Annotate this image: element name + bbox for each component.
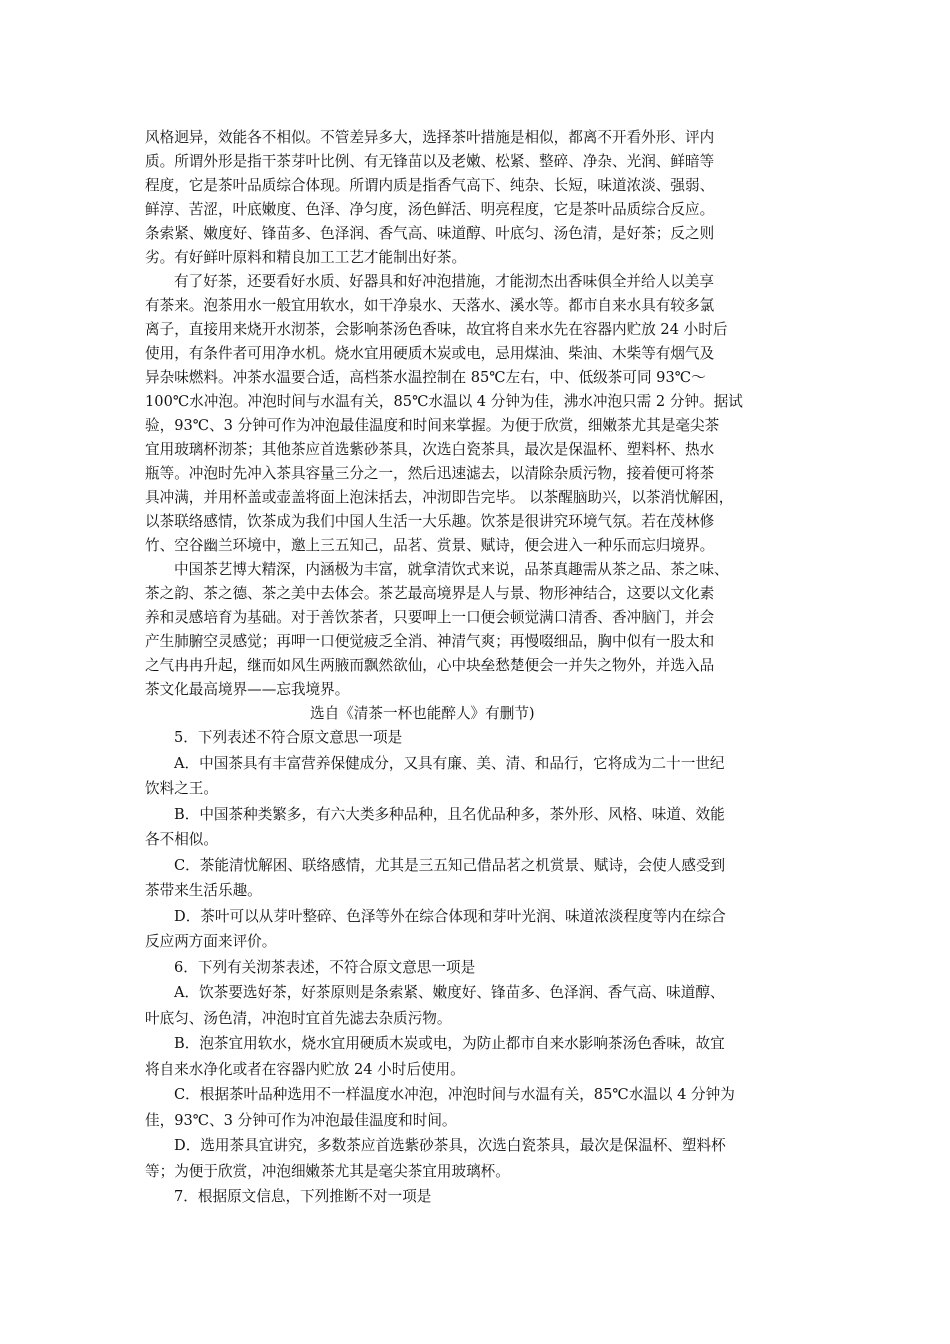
option-6d: D．选用茶具宜讲究，多数茶应首选紫砂茶具，次选白瓷茶具，最次是保温杯、塑料杯	[174, 1137, 726, 1154]
passage-line: 有茶来。泡茶用水一般宜用软水，如干净泉水、天落水、溪水等。都市自来水具有较多氯	[145, 297, 715, 314]
option-5b: B．中国茶种类繁多，有六大类多种品种，且名优品种多，茶外形、风格、味道、效能	[174, 806, 725, 823]
passage-line: 中国茶艺博大精深，内涵极为丰富，就拿清饮式来说，品茶真趣需从茶之品、茶之味、	[174, 561, 729, 578]
passage-line: 之气冉冉升起，继而如风生两腋而飘然欲仙，心中块垒愁楚便会一并失之物外，并选入品	[145, 657, 715, 674]
option-5c-cont: 茶带来生活乐趣。	[145, 882, 262, 899]
passage-line: 100℃水冲泡。冲泡时间与水温有关，85℃水温以 4 分钟为佳，沸水冲泡只需 2 分钟。据试	[145, 393, 743, 410]
passage-line: 劣。有好鲜叶原料和精良加工工艺才能制出好茶。	[145, 249, 467, 266]
option-5a: A．中国茶具有丰富营养保健成分，又具有廉、美、清、和品行，它将成为二十一世纪	[174, 755, 725, 772]
option-6c: C．根据茶叶品种选用不一样温度水冲泡，冲泡时间与水温有关，85℃水温以 4 分钟为	[174, 1086, 735, 1103]
option-6b: B．泡茶宜用软水，烧水宜用硬质木炭或电，为防止都市自来水影响茶汤色香味，故宜	[174, 1035, 725, 1052]
passage-line: 风格迥异，效能各不相似。不管差异多大，选择茶叶措施是相似，都离不开看外形、评内	[145, 129, 715, 146]
passage-line: 茶之韵、茶之德、茶之美中去体会。茶艺最高境界是人与景、物形神结合，这要以文化素	[145, 585, 715, 602]
passage-line: 条索紧、嫩度好、锋苗多、色泽润、香气高、味道醇、叶底匀、汤色清，是好茶；反之则	[145, 225, 715, 242]
passage-line: 验，93℃、3 分钟可作为冲泡最佳温度和时间来掌握。为便于欣赏，细嫩茶尤其是毫尖茶	[145, 417, 720, 434]
option-5d: D．茶叶可以从芽叶整碎、色泽等外在综合体现和芽叶光润、味道浓淡程度等内在综合	[174, 908, 726, 925]
passage-line: 鲜淳、苦涩，叶底嫩度、色泽、净匀度，汤色鲜活、明亮程度，它是茶叶品质综合反应。	[145, 201, 715, 218]
passage-line: 具冲满，并用杯盖或壶盖将面上泡沫括去，冲沏即告完毕。 以茶醒脑助兴，以茶消忧解困，	[145, 489, 734, 506]
passage-line: 以茶联络感情，饮茶成为我们中国人生活一大乐趣。饮茶是很讲究环境气氛。若在茂林修	[145, 513, 715, 530]
option-5b-cont: 各不相似。	[145, 831, 218, 848]
passage-line: 养和灵感培育为基础。对于善饮茶者，只要呷上一口便会顿觉满口清香、香冲脑门，并会	[145, 609, 715, 626]
passage-line: 程度，它是茶叶品质综合体现。所谓内质是指香气高下、纯杂、长短，味道浓淡、强弱、	[145, 177, 715, 194]
question-6: 6．下列有关沏茶表述，不符合原文意思一项是	[174, 959, 476, 976]
option-6a: A．饮茶要选好茶，好茶原则是条索紧、嫩度好、锋苗多、色泽润、香气高、味道醇、	[174, 984, 725, 1001]
passage-line: 异杂味燃料。冲茶水温要合适，高档茶水温控制在 85℃左右，中、低级茶可同 93℃～	[145, 369, 706, 386]
passage-line: 宜用玻璃杯沏茶；其他茶应首选紫砂茶具，次选白瓷茶具，最次是保温杯、塑料杯、热水	[145, 441, 715, 458]
option-5a-cont: 饮料之王。	[145, 780, 218, 797]
option-6c-cont: 佳，93℃、3 分钟可作为冲泡最佳温度和时间。	[145, 1112, 457, 1129]
option-6b-cont: 将自来水净化或者在容器内贮放 24 小时后使用。	[145, 1061, 465, 1078]
passage-line: 质。所谓外形是指干茶芽叶比例、有无锋苗以及老嫩、松紧、整碎、净杂、光润、鲜暗等	[145, 153, 715, 170]
question-5: 5．下列表述不符合原文意思一项是	[174, 729, 403, 746]
passage-line: 茶文化最高境界——忘我境界。	[145, 681, 350, 698]
passage-line: 产生肺腑空灵感觉；再呷一口便觉疲乏全消、神清气爽；再慢啜细品，胸中似有一股太和	[145, 633, 715, 650]
option-6d-cont: 等；为便于欣赏，冲泡细嫩茶尤其是毫尖茶宜用玻璃杯。	[145, 1163, 510, 1180]
passage-line: 使用，有条件者可用净水机。烧水宜用硬质木炭或电，忌用煤油、柴油、木柴等有烟气及	[145, 345, 715, 362]
passage-source: 选自《清茶一杯也能醉人》有删节)	[310, 705, 535, 722]
passage-line: 瓶等。冲泡时先冲入茶具容量三分之一，然后迅速滤去，以清除杂质污物，接着便可将茶	[145, 465, 715, 482]
option-6a-cont: 叶底匀、汤色清，冲泡时宜首先滤去杂质污物。	[145, 1010, 452, 1027]
option-5c: C．茶能清忧解困、联络感情，尤其是三五知己借品茗之机赏景、赋诗，会使人感受到	[174, 857, 726, 874]
passage-line: 离子，直接用来烧开水沏茶，会影响茶汤色香味，故宜将自来水先在容器内贮放 24 小时后	[145, 321, 728, 338]
passage-line: 有了好茶，还要看好水质、好器具和好冲泡措施，才能沏杰出香味俱全并给人以美享	[174, 273, 714, 290]
question-7: 7．根据原文信息，下列推断不对一项是	[174, 1188, 432, 1205]
option-5d-cont: 反应两方面来评价。	[145, 933, 277, 950]
passage-line: 竹、空谷幽兰环境中，邀上三五知己，品茗、赏景、赋诗，便会进入一种乐而忘归境界。	[145, 537, 715, 554]
